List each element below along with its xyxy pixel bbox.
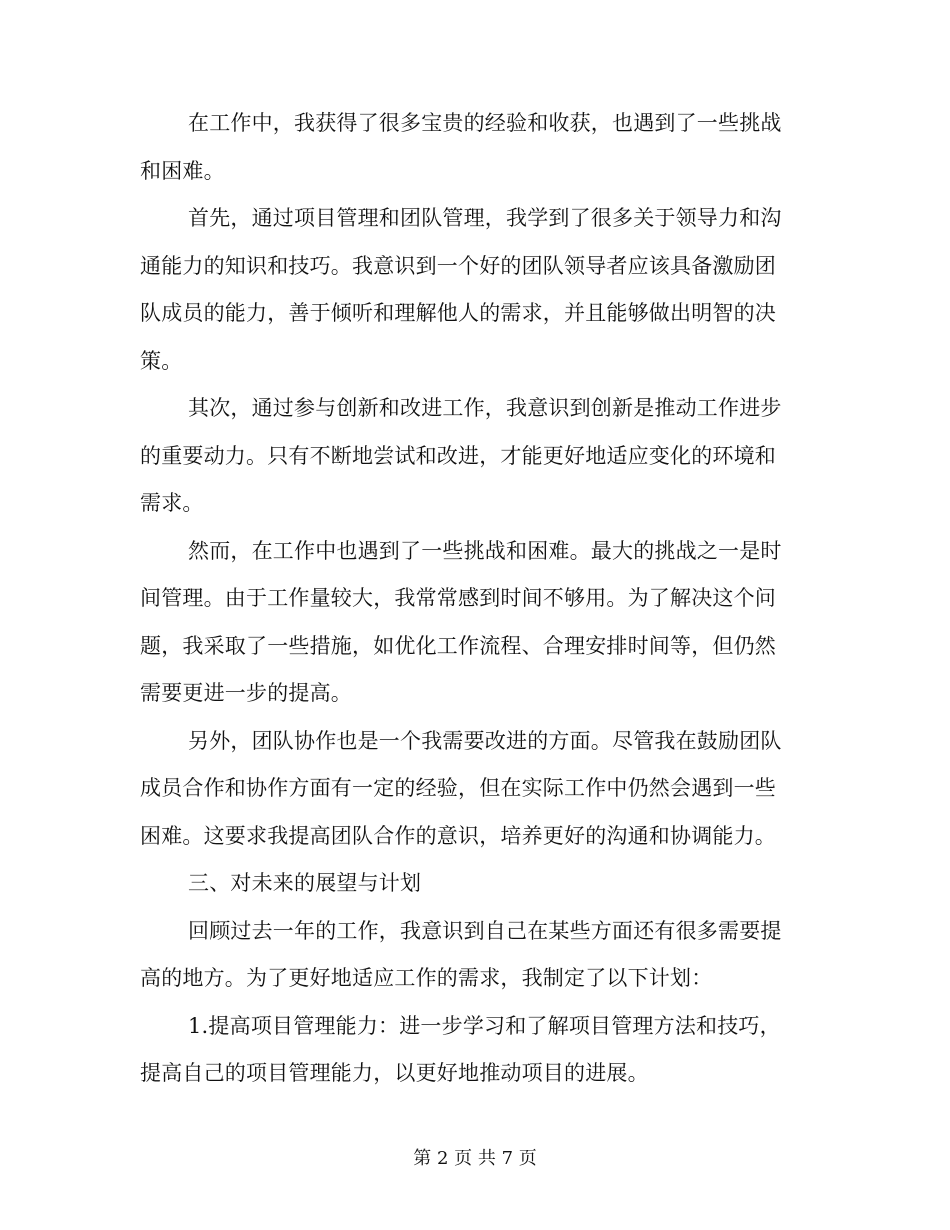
paragraph-line: 需要更进一步的提高。 [140,681,352,705]
paragraph-line: 策。 [140,348,183,373]
paragraph-line: 和困难。 [140,158,225,183]
list-item-line: 1.提高项目管理能力：进一步学习和了解项目管理方法和技巧， [188,1013,781,1038]
paragraph-line: 需求。 [140,491,204,515]
paragraph-line: 然而，在工作中也遇到了一些挑战和困难。最大的挑战之一是时 [188,538,782,563]
paragraph-line: 队成员的能力，善于倾听和理解他人的需求，并且能够做出明智的决 [140,301,776,325]
section-heading: 三、对未来的展望与计划 [188,871,422,895]
paragraph-line: 高的地方。为了更好地适应工作的需求，我制定了以下计划： [140,966,713,990]
paragraph-line: 通能力的知识和技巧。我意识到一个好的团队领导者应该具备激励团 [140,253,776,278]
paragraph-line: 间管理。由于工作量较大，我常常感到时间不够用。为了解决这个问 [140,586,776,610]
paragraph-line: 另外，团队协作也是一个我需要改进的方面。尽管我在鼓励团队 [188,728,782,753]
document-body [140,100,800,1098]
paragraph-line: 的重要动力。只有不断地尝试和改进，才能更好地适应变化的环境和 [140,443,776,468]
paragraph-line: 困难。这要求我提高团队合作的意识，培养更好的沟通和协调能力。 [140,823,776,848]
paragraph-line: 在工作中，我获得了很多宝贵的经验和收获，也遇到了一些挑战 [188,111,782,135]
paragraph-line: 其次，通过参与创新和改进工作，我意识到创新是推动工作进步 [188,396,782,420]
list-item-line: 提高自己的项目管理能力，以更好地推动项目的进展。 [140,1061,649,1085]
paragraph-line: 成员合作和协作方面有一定的经验，但在实际工作中仍然会遇到一些 [140,776,776,800]
paragraph-line: 回顾过去一年的工作，我意识到自己在某些方面还有很多需要提 [188,918,782,943]
paragraph-line: 题，我采取了一些措施，如优化工作流程、合理安排时间等，但仍然 [140,633,776,658]
paragraph-line: 首先，通过项目管理和团队管理，我学到了很多关于领导力和沟 [188,206,782,230]
page-number: 第 2 页 共 7 页 [413,1148,537,1169]
